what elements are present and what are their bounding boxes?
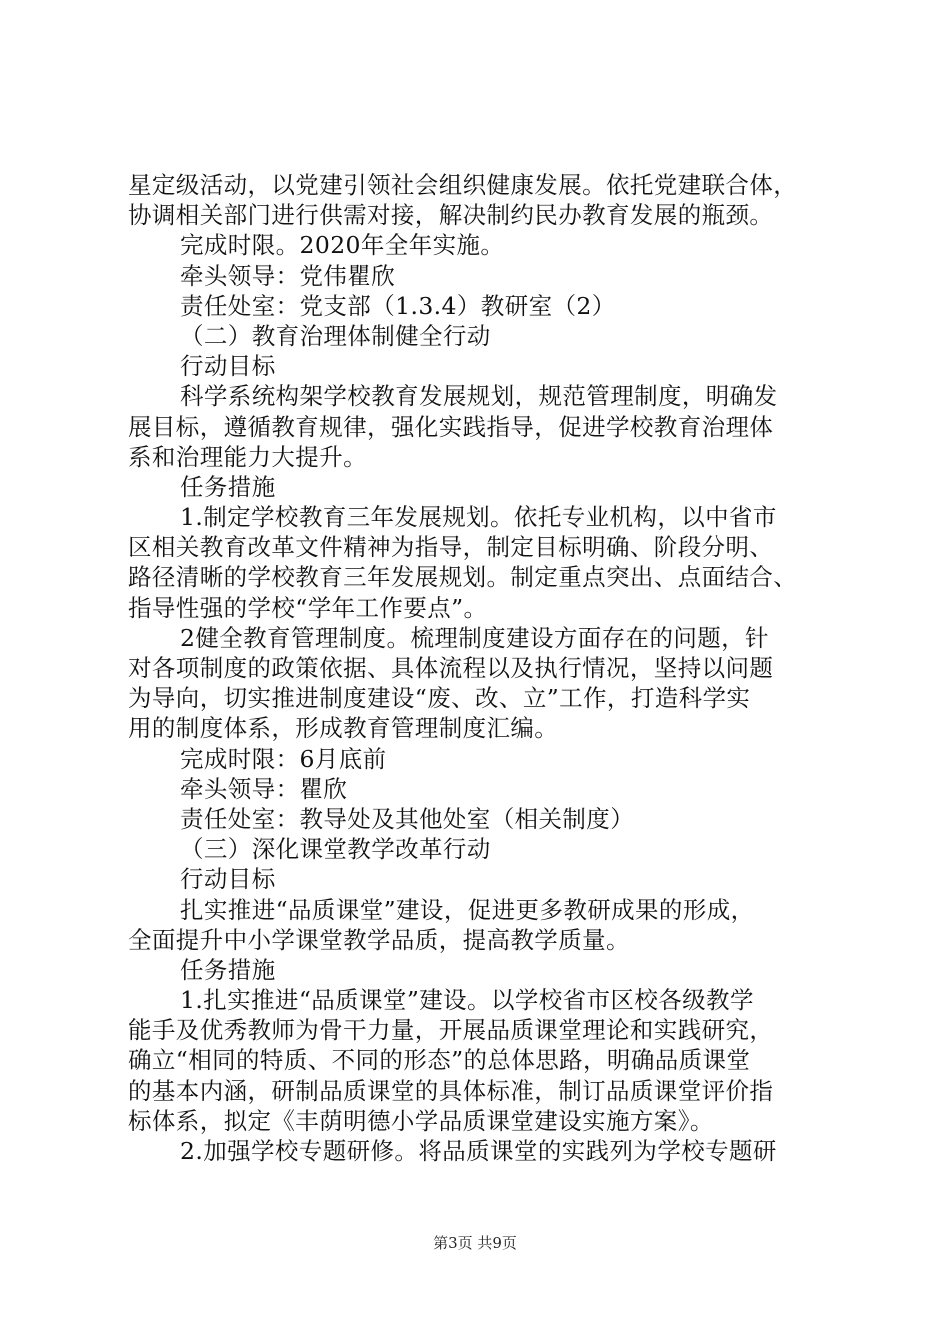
text-line: 科学系统构架学校教育发展规划，规范管理制度，明确发 <box>180 382 778 411</box>
text-line: 用的制度体系，形成教育管理制度汇编。 <box>128 714 559 743</box>
text-line: 全面提升中小学课堂教学品质，提高教学质量。 <box>128 925 630 954</box>
text-line: 牵头领导：党伟瞿欣 <box>180 261 396 290</box>
text-line: （二）教育治理体制健全行动 <box>180 321 491 350</box>
text-line: 责任处室：党支部（1.3.4）教研室（2） <box>180 291 616 320</box>
text-line: 行动目标 <box>180 352 276 381</box>
text-line: 星定级活动，以党建引领社会组织健康发展。依托党建联合体， <box>128 171 798 199</box>
text-line: 责任处室：教导处及其他处室（相关制度） <box>180 804 635 833</box>
text-line: 指导性强的学校“学年工作要点”。 <box>128 593 488 622</box>
text-line: 路径清晰的学校教育三年发展规划。制定重点突出、点面结合、 <box>128 563 798 592</box>
text-line: 为导向，切实推进制度建设“废、改、立”工作，打造科学实 <box>128 684 751 713</box>
text-line: （三）深化课堂教学改革行动 <box>180 835 491 864</box>
text-line: 区相关教育改革文件精神为指导，制定目标明确、阶段分明、 <box>128 533 774 562</box>
text-line: 1.扎实推进“品质课堂”建设。以学校省市区校各级教学 <box>180 986 754 1015</box>
text-line: 2健全教育管理制度。梳理制度建设方面存在的问题，针 <box>180 623 769 652</box>
text-line: 扎实推进“品质课堂”建设，促进更多教研成果的形成， <box>180 895 755 924</box>
text-line: 确立“相同的特质、不同的形态”的总体思路，明确品质课堂 <box>128 1046 751 1075</box>
text-line: 牵头领导：瞿欣 <box>180 774 348 803</box>
document-body <box>128 170 860 1166</box>
text-line: 完成时限：6月底前 <box>180 744 387 773</box>
text-line: 任务措施 <box>180 472 276 501</box>
text-line: 能手及优秀教师为骨干力量，开展品质课堂理论和实践研究， <box>128 1016 774 1045</box>
text-line: 完成时限。2020年全年实施。 <box>180 231 505 260</box>
page-footer: 第3页 共9页 <box>433 1234 517 1252</box>
text-line: 展目标，遵循教育规律，强化实践指导，促进学校教育治理体 <box>128 412 774 441</box>
text-line: 的基本内涵，研制品质课堂的具体标准，制订品质课堂评价指 <box>128 1076 774 1105</box>
text-line: 对各项制度的政策依据、具体流程以及执行情况，坚持以问题 <box>128 654 774 682</box>
text-line: 行动目标 <box>180 865 276 894</box>
text-line: 协调相关部门进行供需对接，解决制约民办教育发展的瓶颈。 <box>128 201 774 230</box>
text-line: 标体系，拟定《丰荫明德小学品质课堂建设实施方案》。 <box>128 1106 714 1135</box>
text-line: 任务措施 <box>180 955 276 984</box>
text-line: 2.加强学校专题研修。将品质课堂的实践列为学校专题研 <box>180 1137 777 1165</box>
text-line: 1.制定学校教育三年发展规划。依托专业机构，以中省市 <box>180 503 777 532</box>
text-line: 系和治理能力大提升。 <box>128 442 367 471</box>
